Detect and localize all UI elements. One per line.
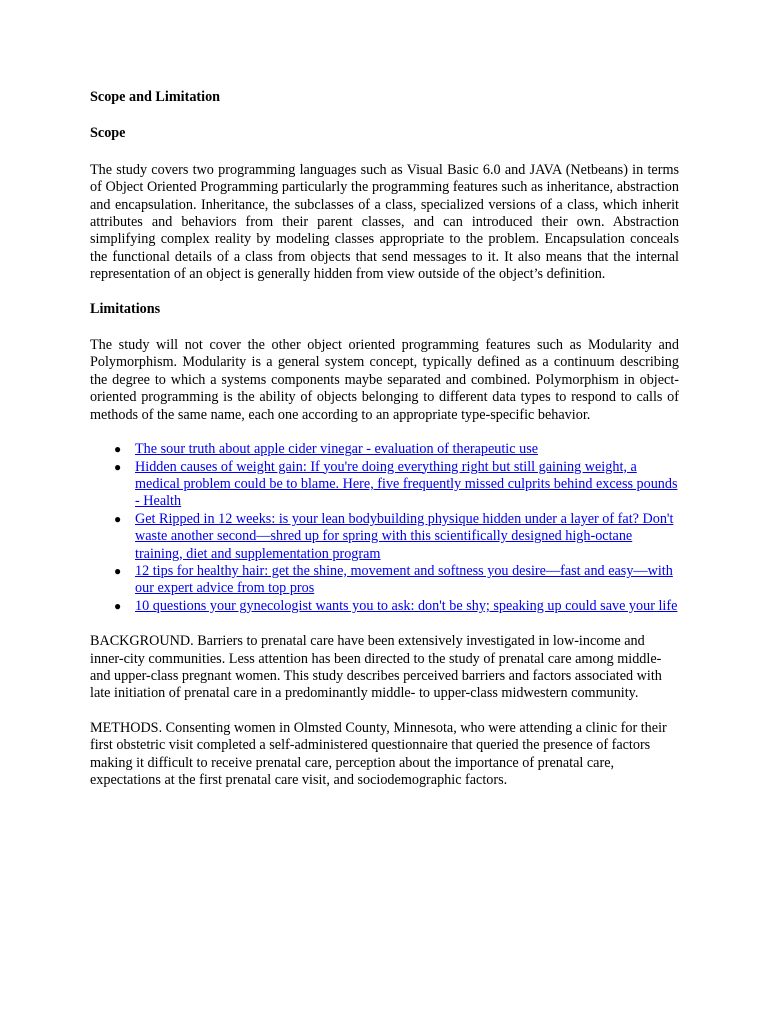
bullet-icon: ●: [114, 442, 122, 457]
document-title: Scope and Limitation: [90, 89, 221, 105]
related-link-gynecologist[interactable]: 10 questions your gynecologist wants you to ask: don't be shy; speaking up could save your life: [135, 597, 678, 614]
list-item: [114, 458, 679, 511]
list-item: [114, 562, 679, 598]
related-link-get-ripped[interactable]: Get Ripped in 12 weeks: is your lean bodybuilding physique hidden under a layer of fat? Don't waste another second—shred up for spring with this scientifically designed high-octane training, diet and supplementation program: [135, 510, 674, 562]
list-item: [114, 597, 679, 615]
bullet-icon: ●: [114, 598, 122, 613]
methods-paragraph: METHODS. Consenting women in Olmsted County, Minnesota, who were attending a clinic for their first obstetric visit completed a self-administered questionnaire that queried the presence of factors making it difficult to receive prenatal care, perception about the importance of prenatal care, expectations at the first prenatal care visit, and sociodemographic factors.: [90, 719, 667, 788]
limitations-paragraph: The study will not cover the other object oriented programming features such as Modularity and Polymorphism. Modularity is a general system concept, typically defined as a continuum describing the degree to which a systems components maybe separated and combined. Polymorphism in object-oriented programming is the ability of objects belonging to different data types to respond to calls of methods of the same name, each one according to an appropriate type-specific behavior.: [90, 337, 679, 423]
bullet-icon: ●: [114, 459, 122, 474]
bullet-icon: ●: [114, 563, 122, 578]
related-links-list: [90, 441, 679, 615]
related-link-weight-gain[interactable]: Hidden causes of weight gain: If you're doing everything right but still gaining weight, a medical problem could be to blame. Here, five frequently missed culprits behind excess pounds - Health: [135, 458, 678, 510]
scope-heading: Scope: [90, 125, 126, 142]
related-link-apple-cider-vinegar[interactable]: The sour truth about apple cider vinegar - evaluation of therapeutic use: [135, 441, 539, 458]
related-link-healthy-hair[interactable]: 12 tips for healthy hair: get the shine, movement and softness you desire—fast and easy—with our expert advice from top pros: [135, 562, 673, 597]
background-paragraph: BACKGROUND. Barriers to prenatal care have been extensively investigated in low-income and inner-city communities. Less attention has been directed to the study of prenatal care among middle- and upper-class pregnant women. This study describes perceived barriers and factors associated with late initiation of prenatal care in a predominantly middle- to upper-class midwestern community.: [90, 633, 662, 702]
bullet-icon: ●: [114, 511, 122, 526]
list-item: [114, 441, 679, 458]
list-item: [114, 510, 679, 563]
document-page: [90, 89, 679, 806]
scope-paragraph: The study covers two programming languages such as Visual Basic 6.0 and JAVA (Netbeans) in terms of Object Oriented Programming particularly the programming features such as inheritance, abstraction and encapsulation. Inheritance, the subclasses of a class, specialized versions of a class, which inherit attributes and behaviors from their parent classes, and can introduced their own. Abstraction simplifying complex reality by modeling classes appropriate to the problem. Encapsulation conceals the functional details of a class from objects that send messages to it. It also means that the internal representation of an object is generally hidden from view outside of the object’s definition.: [90, 161, 679, 283]
limitations-heading: Limitations: [90, 300, 161, 317]
